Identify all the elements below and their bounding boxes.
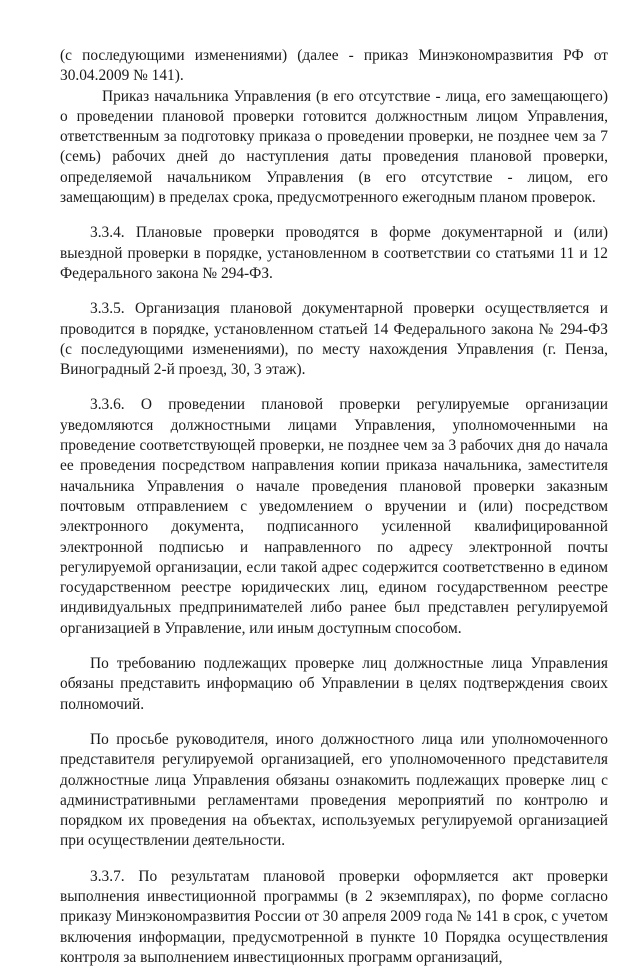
paragraph-order-preparation: Приказ начальника Управления (в его отсутствие - лица, его замещающего) о проведении плановой проверки готовится должностным лицом Управления, ответственным за подготовку приказа о проведении проверки, не позднее чем за 7 (семь) рабочих дней до наступления даты проведения плановой проверки, определяемой начальником Управления (в его отсутствие - лицом, его замещающим) в пределах срока, предусмотренного ежегодным планом проверок. bbox=[60, 87, 608, 207]
paragraph-3-3-7: 3.3.7. По результатам плановой проверки оформляется акт проверки выполнения инвестиционной программы (в 2 экземплярах), по форме согласно приказу Минэкономразвития России от 30 апреля 2009 года № 141 в срок, с учетом включения информации, предусмотренной в пункте 10 Порядка осуществления контроля за выполнением инвестиционных программ организаций, bbox=[60, 867, 608, 966]
paragraph-regulations-acquaintance: По просьбе руководителя, иного должностного лица или уполномоченного представителя регулируемой организацией, его уполномоченного представителя должностные лица Управления обязаны ознакомить подлежащих проверке лиц с административными регламентами проведения мероприятий по контролю и порядком их проведения на объектах, используемых регулируемой организацией при осуществлении деятельности. bbox=[60, 730, 608, 850]
paragraph-3-3-5: 3.3.5. Организация плановой документарной проверки осуществляется и проводится в порядке, установленном статьей 14 Федерального закона № 294-ФЗ (с последующими изменениями), по месту нахождения Управления (г. Пенза, Виноградный 2-й проезд, 30, 3 этаж). bbox=[60, 300, 608, 379]
paragraph-3-3-4: 3.3.4. Плановые проверки проводятся в форме документарной и (или) выездной проверки в порядке, установленном в соответствии со статьями 11 и 12 Федерального закона № 294-ФЗ. bbox=[60, 224, 608, 282]
paragraph-3-3-6: 3.3.6. О проведении плановой проверки регулируемые организации уведомляются должностными лицами Управления, уполномоченными на проведение соответствующей проверки, не позднее чем за 3 рабочих дня до начала ее проведения посредством направления копии приказа начальника, заместителя начальника Управления о начале проведения плановой проверки заказным почтовым отправлением с уведомлением о вручении и (или) посредством электронного документа, подписанного усиленной квалифицированной электронной подписью и направленного по адресу электронной почты регулируемой организации, если такой адрес содержится соответственно в едином государственном реестре юридических лиц, едином государственном реестре индивидуальных предпринимателей либо ранее был представлен регулируемой организацией в Управление, или иным доступным способом. bbox=[60, 396, 608, 637]
paragraph-continuation: (с последующими изменениями) (далее - приказ Минэкономразвития РФ от 30.04.2009 № 141). bbox=[60, 47, 608, 85]
document-page bbox=[60, 46, 608, 968]
paragraph-authority-info: По требованию подлежащих проверке лиц должностные лица Управления обязаны представить информацию об Управлении в целях подтверждения своих полномочий. bbox=[60, 655, 608, 713]
